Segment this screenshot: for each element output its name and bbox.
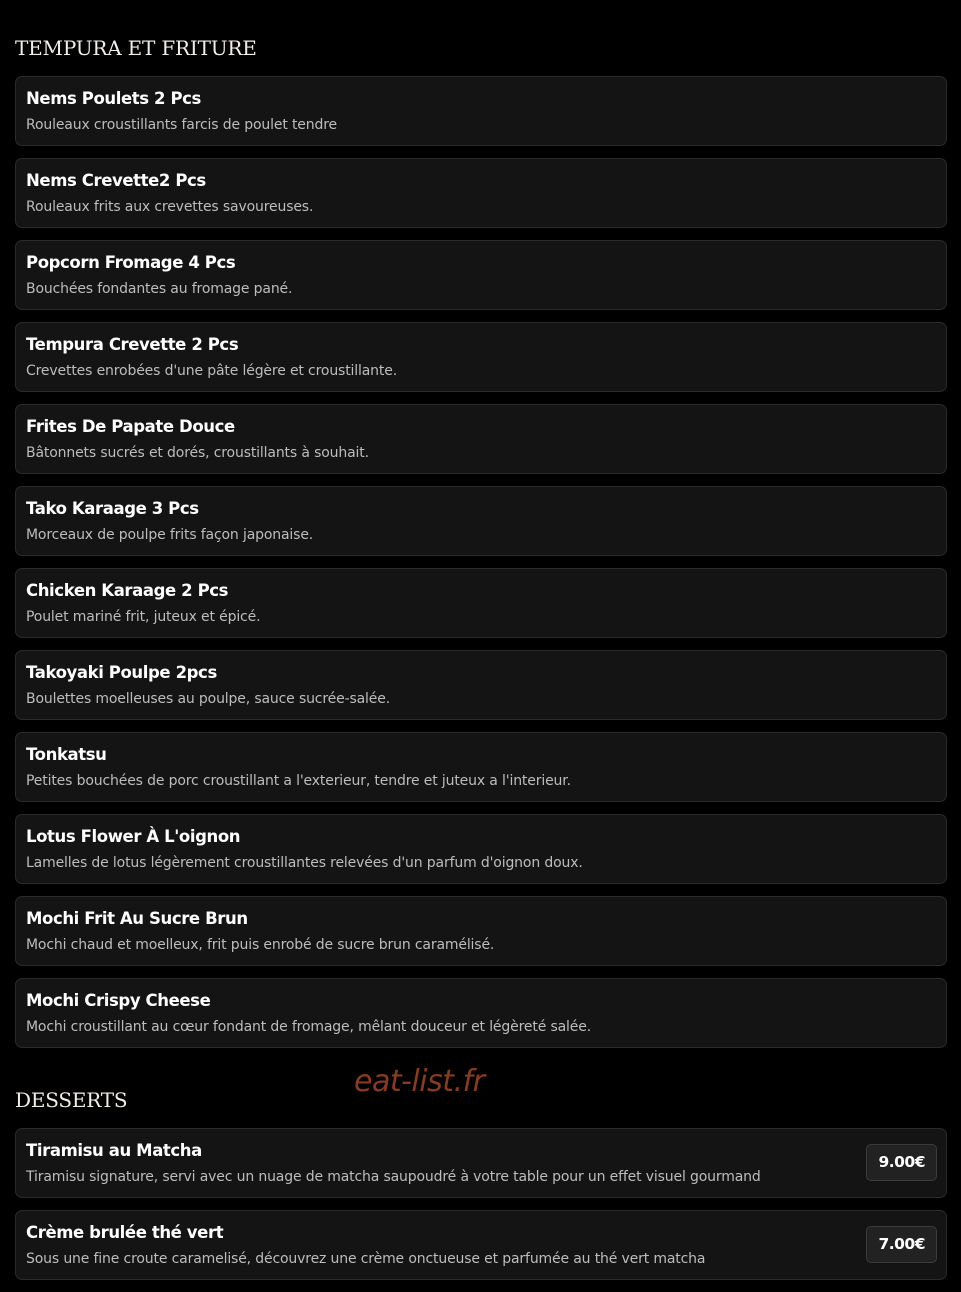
item-description: Rouleaux frits aux crevettes savoureuses. xyxy=(26,199,314,215)
menu-item[interactable] xyxy=(15,1128,947,1198)
item-description: Poulet mariné frit, juteux et épicé. xyxy=(26,609,261,625)
menu-item[interactable] xyxy=(15,568,947,638)
item-description: Bâtonnets sucrés et dorés, croustillants à souhait. xyxy=(26,445,369,461)
price-badge: 9.00€ xyxy=(866,1144,937,1181)
item-description: Lamelles de lotus légèrement croustillantes relevées d'un parfum d'oignon doux. xyxy=(26,855,583,871)
item-description: Morceaux de poulpe frits façon japonaise. xyxy=(26,527,314,543)
item-name: Takoyaki Poulpe 2pcs xyxy=(26,663,217,682)
item-name: Nems Poulets 2 Pcs xyxy=(26,89,201,108)
menu-item[interactable] xyxy=(15,814,947,884)
item-name: Lotus Flower À L'oignon xyxy=(26,827,241,846)
item-name: Mochi Crispy Cheese xyxy=(26,991,211,1010)
item-description: Petites bouchées de porc croustillant a l'exterieur, tendre et juteux a l'interieur. xyxy=(26,773,571,789)
item-description: Bouchées fondantes au fromage pané. xyxy=(26,281,293,297)
price-badge: 7.00€ xyxy=(866,1226,937,1263)
item-name: Tako Karaage 3 Pcs xyxy=(26,499,199,518)
menu-item[interactable] xyxy=(15,650,947,720)
watermark-logo: eat-list.fr xyxy=(354,1064,485,1099)
menu-item[interactable] xyxy=(15,896,947,966)
item-name: Frites De Papate Douce xyxy=(26,417,235,436)
item-name: Crème brulée thé vert xyxy=(26,1223,224,1242)
item-description: Rouleaux croustillants farcis de poulet tendre xyxy=(26,117,337,133)
menu-item[interactable] xyxy=(15,486,947,556)
item-name: Popcorn Fromage 4 Pcs xyxy=(26,253,236,272)
item-description: Tiramisu signature, servi avec un nuage de matcha saupoudré à votre table pour un effet visuel gourmand xyxy=(26,1169,761,1185)
item-description: Sous une fine croute caramelisé, découvrez une crème onctueuse et parfumée au thé vert matcha xyxy=(26,1251,706,1267)
desserts-item-list xyxy=(15,1128,947,1292)
tempura-item-list xyxy=(15,76,947,1060)
item-description: Mochi chaud et moelleux, frit puis enrobé de sucre brun caramélisé. xyxy=(26,937,495,953)
menu-item[interactable] xyxy=(15,322,947,392)
item-name: Tonkatsu xyxy=(26,745,107,764)
item-name: Nems Crevette2 Pcs xyxy=(26,171,206,190)
section-title-desserts: DESSERTS xyxy=(15,1088,128,1112)
menu-item[interactable] xyxy=(15,978,947,1048)
item-name: Tiramisu au Matcha xyxy=(26,1141,202,1160)
menu-item[interactable] xyxy=(15,158,947,228)
item-name: Mochi Frit Au Sucre Brun xyxy=(26,909,248,928)
item-name: Chicken Karaage 2 Pcs xyxy=(26,581,229,600)
section-title-tempura: TEMPURA ET FRITURE xyxy=(15,36,257,60)
menu-item[interactable] xyxy=(15,76,947,146)
menu-item[interactable] xyxy=(15,732,947,802)
item-description: Mochi croustillant au cœur fondant de fromage, mêlant douceur et légèreté salée. xyxy=(26,1019,591,1035)
menu-item[interactable] xyxy=(15,240,947,310)
item-description: Boulettes moelleuses au poulpe, sauce sucrée-salée. xyxy=(26,691,391,707)
menu-item[interactable] xyxy=(15,404,947,474)
item-name: Tempura Crevette 2 Pcs xyxy=(26,335,239,354)
menu-item[interactable] xyxy=(15,1210,947,1280)
item-description: Crevettes enrobées d'une pâte légère et croustillante. xyxy=(26,363,398,379)
